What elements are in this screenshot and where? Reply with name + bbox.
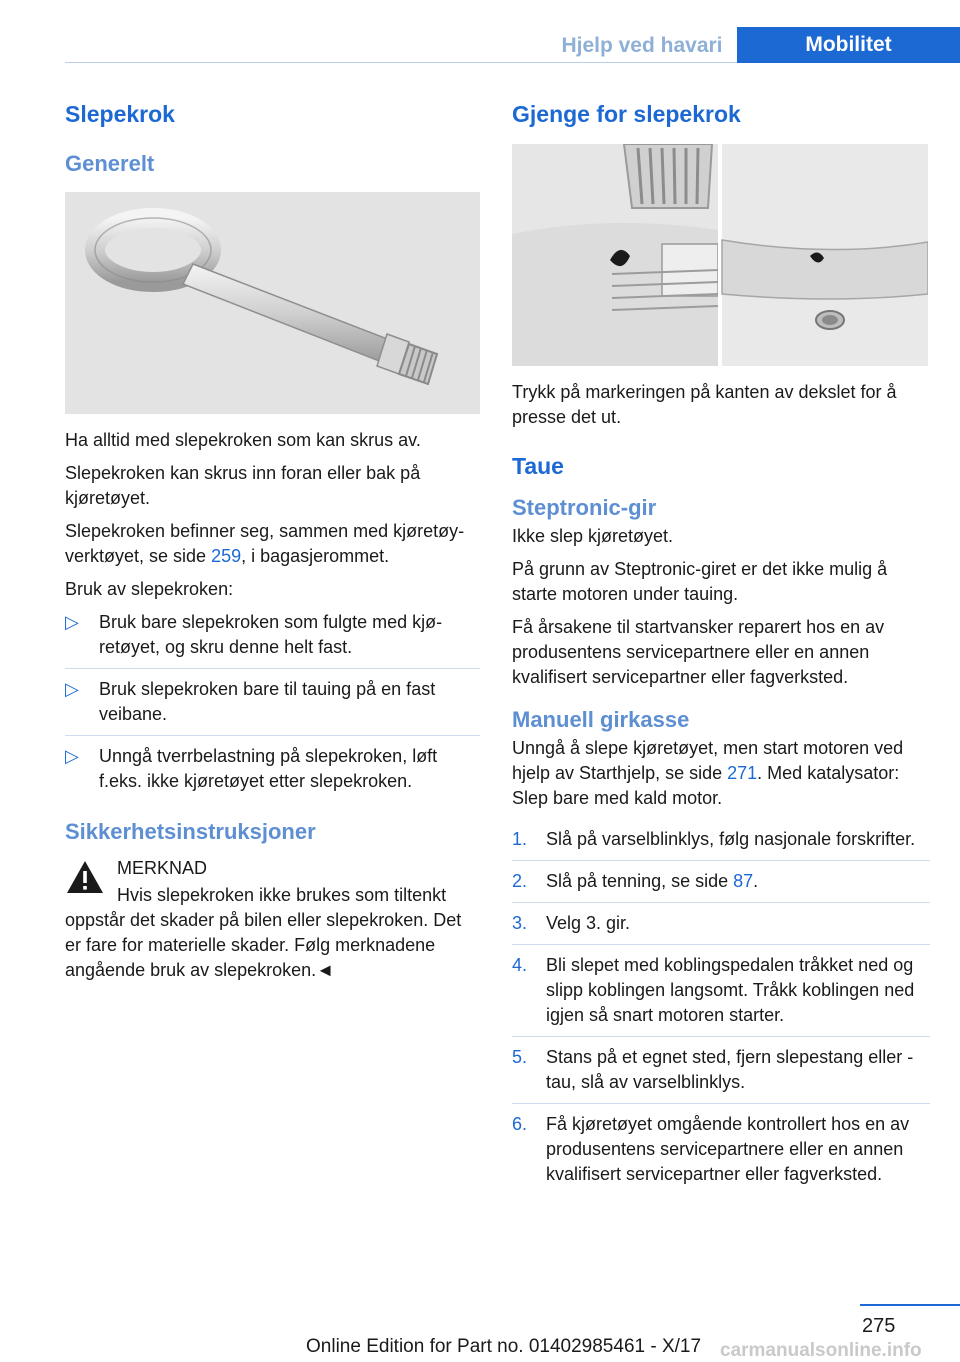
- left-column: [65, 98, 480, 983]
- list-item: [512, 911, 930, 945]
- towing-title: Taue: [512, 453, 564, 479]
- paragraph-storage: [65, 519, 480, 569]
- cover-instruction: Trykk på markeringen på kanten av dekslet for å presse det ut.: [512, 382, 897, 427]
- watermark: carmanualsonline.info: [720, 1340, 922, 1361]
- list-item: [65, 677, 480, 736]
- list-item: [512, 953, 930, 1037]
- step-text: Bli slepet med koblingspedalen tråkket ned og slipp koblingen langsomt. Tråkk koblingen ned igjen så snart motoren starter.: [546, 955, 915, 1025]
- thread-section-title: Gjenge for slepekrok: [512, 101, 741, 127]
- page-link-271[interactable]: 271: [727, 763, 758, 783]
- manual-gearbox-text: [512, 736, 930, 811]
- list-item: [512, 1045, 930, 1104]
- step-number: 4.: [512, 955, 528, 975]
- step-text: Få kjøretøyet omgående kontrollert hos en av produsentens servicepartnere eller en annen kvalifisert servicepartner eller fagverksted.: [546, 1114, 910, 1184]
- edition-footer: Online Edition for Part no. 01402985461 - X/17: [306, 1336, 702, 1357]
- steptronic-reason: På grunn av Steptronic-giret er det ikke mulig å starte motoren under tauing.: [512, 559, 888, 604]
- manual-text-after: . Med katalysator: Slep bare med kald motor.: [512, 763, 900, 808]
- triangle-bullet-icon: ▷: [65, 679, 79, 699]
- list-item: [512, 827, 930, 861]
- steptronic-no-tow: Ikke slep kjøretøyet.: [512, 526, 674, 546]
- towing-steps: [512, 827, 930, 1195]
- step-text: Stans på et egnet sted, fjern slepestang eller -tau, slå av varselblinklys.: [546, 1047, 914, 1092]
- safety-title: Sikkerhetsinstruksjoner: [65, 819, 316, 844]
- list-item: [65, 744, 480, 802]
- end-mark-icon: ◄: [316, 960, 335, 980]
- step-number: 2.: [512, 871, 528, 891]
- paragraph-mount-location: Slepekroken kan skrus inn foran eller bak på kjøretøyet.: [65, 463, 421, 508]
- list-item-text: Unngå tverrbelastning på slepekroken, løft f.eks. ikke kjøretøyet etter slepekroken.: [99, 746, 438, 791]
- paragraph-usage-intro: Bruk av slepekroken:: [65, 579, 234, 599]
- step-number: 3.: [512, 913, 528, 933]
- tab-chapter[interactable]: Mobilitet: [737, 27, 960, 63]
- list-item-text: Bruk bare slepekroken som fulgte med kjøretøyet, og skru denne helt fast.: [99, 612, 443, 657]
- warning-block: [65, 856, 480, 983]
- list-item-text: Bruk slepekroken bare til tauing på en fast veibane.: [99, 679, 436, 724]
- step-text: Slå på tenning, se side: [546, 871, 734, 891]
- step-number: 1.: [512, 829, 528, 849]
- step-text-after: .: [753, 871, 759, 891]
- list-item: [65, 610, 480, 669]
- bumper-cover-illustration: [512, 144, 928, 366]
- subsection-title: Generelt: [65, 151, 155, 176]
- storage-text-before: Slepekroken befinner seg, sammen med kjøretøy-verktøyet, se side: [65, 521, 465, 566]
- page-number: 275: [862, 1315, 896, 1337]
- manual-text-before: Unngå å slepe kjøretøyet, men start motoren ved hjelp av Starthjelp, se side: [512, 738, 904, 783]
- bumper-drawing: [512, 144, 928, 366]
- step-number: 5.: [512, 1047, 528, 1067]
- section-title: Slepekrok: [65, 101, 175, 127]
- steptronic-repair: Få årsakene til startvansker reparert hos en av produsentens servicepartnere eller en annen kvalifisert servicepartner eller fagverksted.: [512, 617, 885, 687]
- paragraph-always-carry: Ha alltid med slepekroken som kan skrus av.: [65, 430, 421, 450]
- triangle-bullet-icon: ▷: [65, 746, 79, 766]
- warning-triangle-icon: [65, 859, 105, 895]
- tow-hook-drawing: [65, 192, 480, 414]
- storage-text-after: , i bagasjerommet.: [241, 546, 390, 566]
- list-item: [512, 869, 930, 903]
- triangle-bullet-icon: ▷: [65, 612, 79, 632]
- step-text: Velg 3. gir.: [546, 913, 631, 933]
- tab-section[interactable]: Hjelp ved havari: [552, 30, 732, 62]
- footer-rule: [860, 1304, 960, 1306]
- warning-label: MERKNAD: [117, 858, 208, 878]
- list-item: [512, 1112, 930, 1195]
- usage-list: [65, 610, 480, 802]
- step-text: Slå på varselblinklys, følg nasjonale forskrifter.: [546, 829, 916, 849]
- page-link-87[interactable]: 87: [733, 871, 754, 891]
- manual-gearbox-title: Manuell girkasse: [512, 707, 690, 732]
- tow-hook-illustration: [65, 192, 480, 414]
- warning-text: [65, 883, 480, 983]
- steptronic-title: Steptronic-gir: [512, 495, 657, 520]
- page-link-259[interactable]: 259: [211, 546, 242, 566]
- step-number: 6.: [512, 1114, 528, 1134]
- right-column: [512, 98, 930, 1209]
- warning-text-body: Hvis slepekroken ikke brukes som tiltenkt oppstår det skader på bilen eller slepekroken. Det er fare for materielle skader. Følg merknadene angående bruk av slepekroken.: [65, 885, 462, 980]
